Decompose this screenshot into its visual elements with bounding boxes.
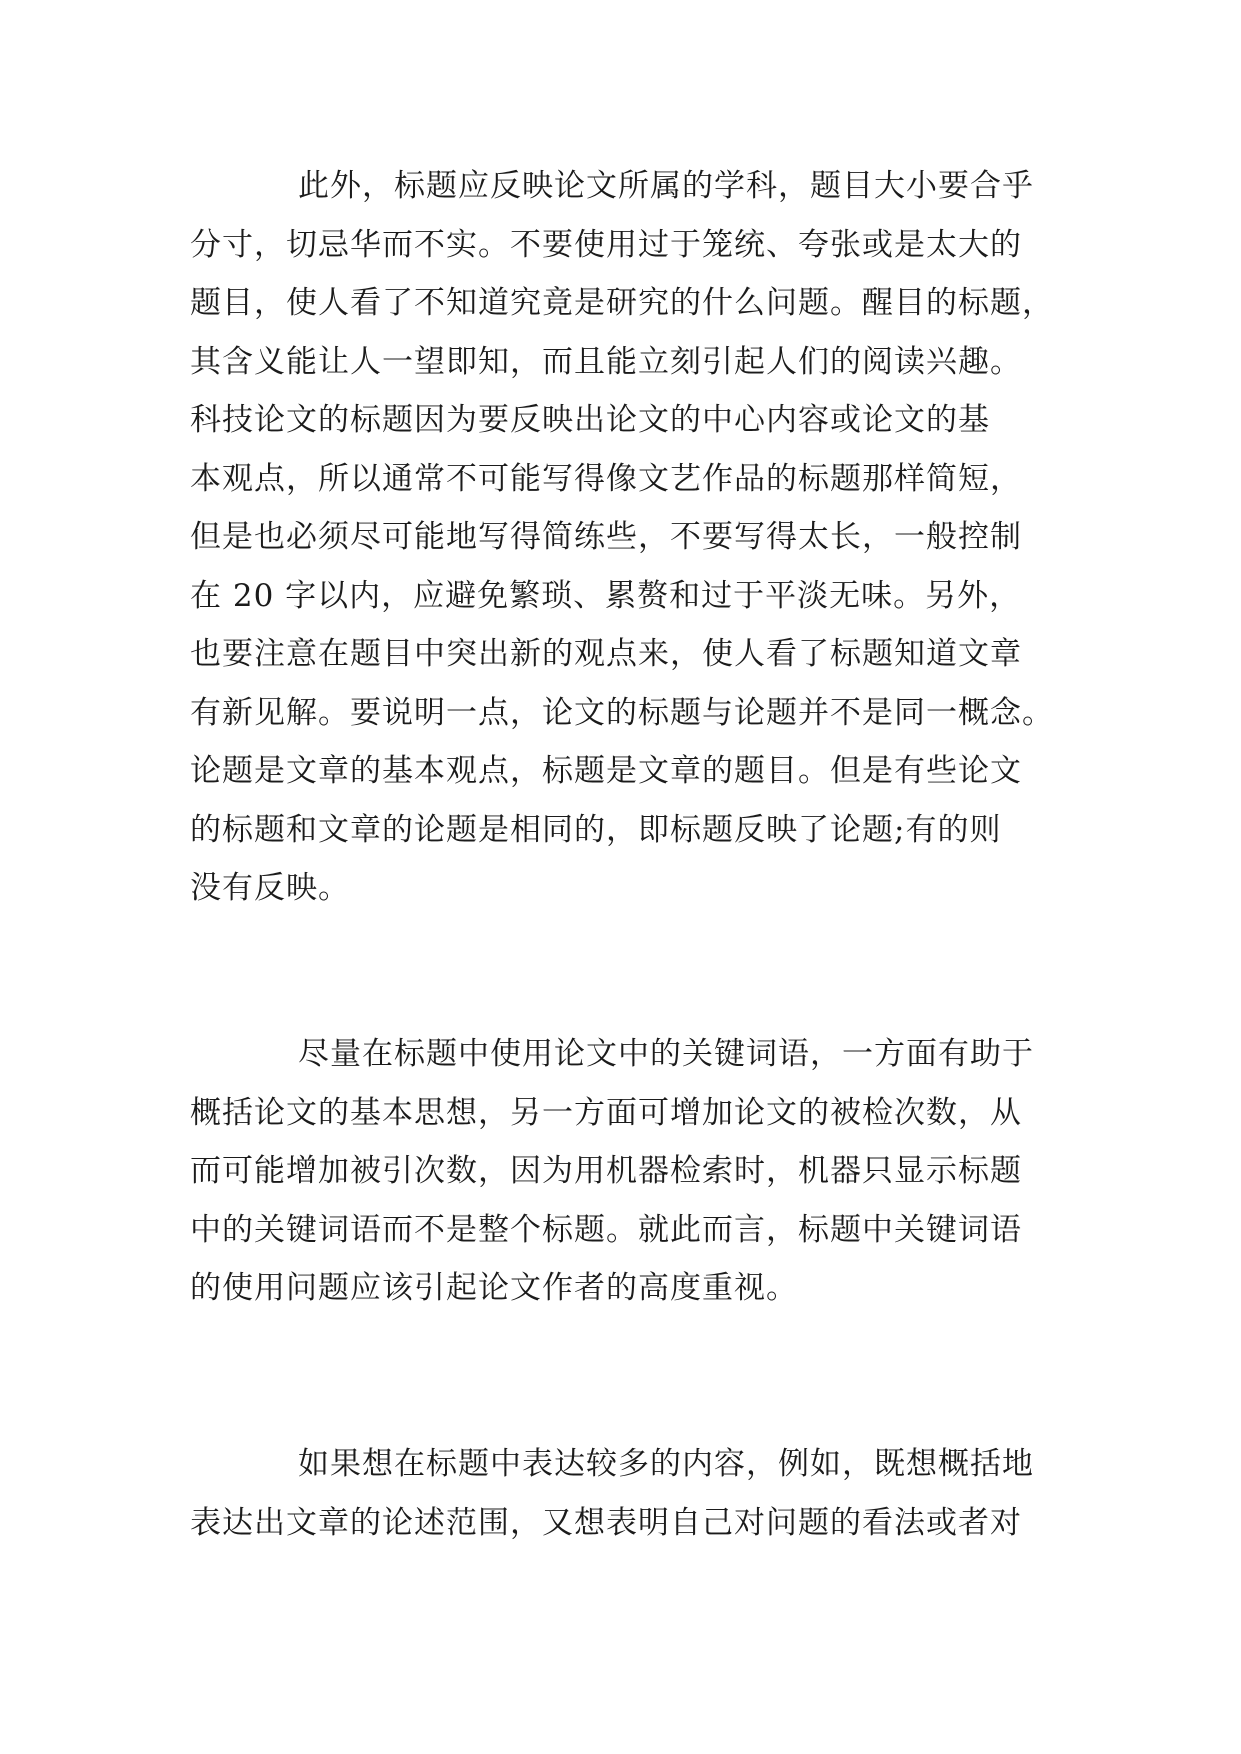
paragraph-line: 的标题和文章的论题是相同的，即标题反映了论题;有的则: [190, 811, 1002, 848]
paragraph-1: [190, 157, 1060, 918]
paragraph-line: 概括论文的基本思想，另一方面可增加论文的被检次数，从: [190, 1094, 1022, 1131]
paragraph-2: [190, 1025, 1060, 1318]
paragraph-line: 而可能增加被引次数，因为用机器检索时，机器只显示标题: [190, 1153, 1022, 1189]
paragraph-line: 有新见解。要说明一点，论文的标题与论题并不是同一概念。: [190, 694, 1054, 731]
paragraph-line: 分寸，切忌华而不实。不要使用过于笼统、夸张或是太大的: [190, 226, 1022, 263]
paragraph-line: 尽量在标题中使用论文中的关键词语，一方面有助于: [298, 1036, 1034, 1072]
paragraph-3: [190, 1435, 1060, 1552]
paragraph-line: 没有反映。: [190, 870, 350, 906]
paragraph-line: 中的关键词语而不是整个标题。就此而言，标题中关键词语: [190, 1211, 1022, 1248]
paragraph-line: 也要注意在题目中突出新的观点来，使人看了标题知道文章: [190, 636, 1022, 672]
paragraph-line: 但是也必须尽可能地写得简练些，不要写得太长，一般控制: [190, 519, 1022, 555]
paragraph-line: 题目，使人看了不知道究竟是研究的什么问题。醒目的标题，: [190, 285, 1054, 321]
paragraph-line: 的使用问题应该引起论文作者的高度重视。: [190, 1270, 798, 1306]
paragraph-line: 论题是文章的基本观点，标题是文章的题目。但是有些论文: [190, 753, 1022, 789]
paragraph-line: 科技论文的标题因为要反映出论文的中心内容或论文的基: [190, 402, 990, 438]
paragraph-line: 本观点，所以通常不可能写得像文艺作品的标题那样简短，: [190, 460, 1022, 497]
paragraph-line: 此外，标题应反映论文所属的学科，题目大小要合乎: [298, 168, 1034, 204]
paragraph-line: 表达出文章的论述范围，又想表明自己对问题的看法或者对: [190, 1504, 1022, 1541]
paragraph-line: 其含义能让人一望即知，而且能立刻引起人们的阅读兴趣。: [190, 343, 1022, 380]
paragraph-line: 如果想在标题中表达较多的内容，例如，既想概括地: [298, 1446, 1034, 1482]
paragraph-line: 在 20 字以内，应避免繁琐、累赘和过于平淡无味。另外，: [190, 577, 1022, 614]
